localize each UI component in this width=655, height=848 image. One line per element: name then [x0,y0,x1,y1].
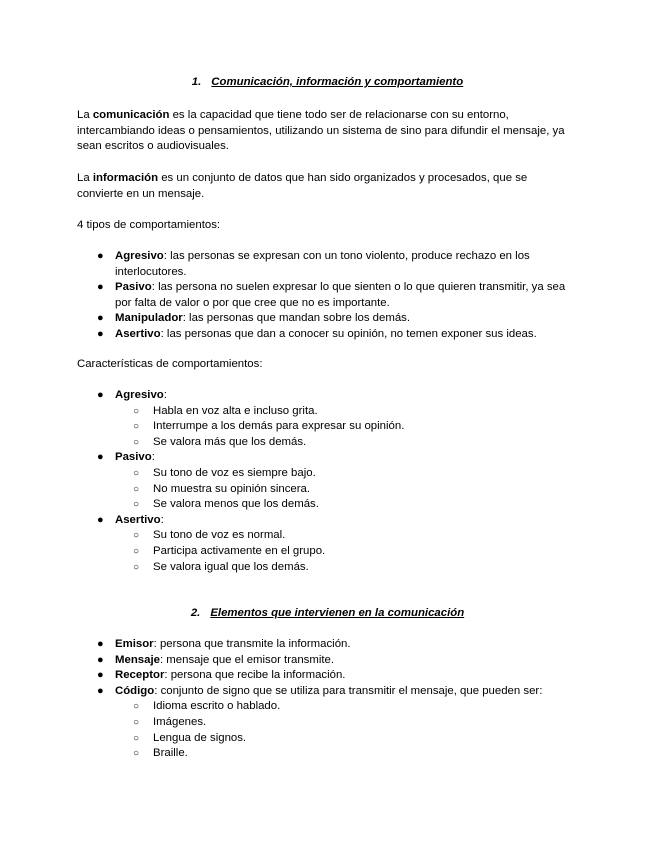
list-item-term: Pasivo [115,451,152,464]
sub-list-item-text: Lengua de signos. [153,731,247,744]
list-item-term: Receptor [115,669,165,682]
list-item [77,684,577,762]
sub-list [115,466,577,513]
bullet-icon: ● [97,250,104,262]
sub-list-item [115,715,577,731]
sub-list-item-text: Participa activamente en el grupo. [153,544,326,557]
section-2-heading [0,607,655,619]
list-item-text: : las persona no suelen expresar lo que sienten o lo que quieren transmitir, ya sea por falta de valor o por que cree que no es importante. [115,281,566,309]
paragraph-lead: La [77,109,93,121]
characteristics-list [77,388,577,575]
behavior-types-list [77,249,577,343]
list-item-text: : mensaje que el emisor transmite. [159,653,335,666]
list-item [77,637,577,653]
comunicacion-paragraph [77,108,577,155]
sub-list-item [115,731,577,747]
sub-list-item [115,435,577,451]
informacion-paragraph [77,171,547,202]
hollow-bullet-icon: ○ [133,561,140,573]
hollow-bullet-icon: ○ [133,732,140,744]
list-item-term: Pasivo [115,281,152,294]
list-item-term: Mensaje [115,653,160,666]
list-item-text: : persona que transmite la información. [153,638,351,650]
list-item-suffix: : [160,513,164,526]
list-item-term: Código [115,684,155,697]
list-item-term: Asertivo [115,513,161,526]
hollow-bullet-icon: ○ [133,436,140,448]
section-2-number: 2. [190,607,201,619]
list-item-text: : persona que recibe la información. [164,669,346,682]
list-item-text: : conjunto de signo que se utiliza para transmitir el mensaje, que pueden ser: [154,684,543,697]
hollow-bullet-icon: ○ [133,701,140,713]
list-item-term: Emisor [115,638,154,650]
characteristics-intro: Características de comportamientos: [77,358,263,370]
bullet-icon: ● [97,513,104,526]
hollow-bullet-icon: ○ [133,530,140,542]
sub-list-item-text: Se valora más que los demás. [153,435,307,448]
term-comunicacion: comunicación [92,109,170,121]
sub-list-item-text: Se valora menos que los demás. [153,498,319,511]
list-item [77,327,577,343]
sub-list-item [115,466,577,482]
list-item [77,513,577,575]
paragraph-lead: La [77,172,93,184]
hollow-bullet-icon: ○ [133,405,140,417]
sub-list-item [115,528,577,544]
list-item [77,249,577,280]
list-item-text: : las personas se expresan con un tono violento, produce rechazo en los interlocutores. [115,250,530,278]
list-item [77,450,577,512]
section-1-title: Comunicación, información y comportamiento [211,76,464,88]
sub-list-item-text: No muestra su opinión sincera. [153,482,311,495]
bullet-icon: ● [97,653,104,666]
sub-list [115,404,577,451]
bullet-icon: ● [97,638,104,650]
list-item-text: : las personas que mandan sobre los demás. [182,312,411,325]
bullet-icon: ● [97,669,104,682]
list-item [77,388,577,450]
hollow-bullet-icon: ○ [133,499,140,511]
sub-list-item-text: Interrumpe a los demás para expresar su opinión. [153,420,405,433]
sub-list-item-text: Idioma escrito o hablado. [153,700,281,713]
comunicacion-definition: es la capacidad que tiene todo ser de relacionarse con su entorno, intercambiando ideas o pensamientos, utilizando un sistema de sino para difundir el mensaje, ya sean escritos o audiovisuales. [77,109,565,153]
bullet-icon: ● [97,312,104,325]
types-intro: 4 tipos de comportamientos: [77,219,221,231]
bullet-icon: ● [97,389,104,401]
list-item [77,280,577,311]
list-item [77,311,577,327]
sub-list-item [115,404,577,420]
sub-list-item [115,497,577,513]
sub-list-item-text: Habla en voz alta e incluso grita. [153,404,318,417]
list-item-text: : las personas que dan a conocer su opinión, no temen exponer sus ideas. [160,327,537,340]
hollow-bullet-icon: ○ [133,545,140,557]
bullet-icon: ● [97,684,104,697]
hollow-bullet-icon: ○ [133,483,140,495]
hollow-bullet-icon: ○ [133,467,140,479]
list-item-suffix: : [163,389,167,401]
hollow-bullet-icon: ○ [133,421,140,433]
sub-list-item-text: Braille. [153,747,188,760]
sub-list-item [115,699,577,715]
hollow-bullet-icon: ○ [133,748,140,760]
sub-list [115,528,577,575]
sub-list-item-text: Su tono de voz es siempre bajo. [153,466,316,479]
list-item [77,668,577,684]
bullet-icon: ● [97,327,104,340]
section-2-title: Elementos que intervienen en la comunicación [210,607,465,619]
sub-list-item [115,419,577,435]
list-item [77,653,577,669]
sub-list-item [115,482,577,498]
bullet-icon: ● [97,281,104,294]
bullet-icon: ● [97,451,104,464]
sub-list-item-text: Imágenes. [153,715,207,728]
list-item-term: Asertivo [115,327,161,340]
list-item-term: Agresivo [115,389,164,401]
term-informacion: información [92,172,159,184]
section-1-number: 1. [191,76,202,88]
communication-elements-list [77,637,577,762]
sub-list-item-text: Se valora igual que los demás. [153,560,309,573]
list-item-term: Manipulador [115,312,183,325]
sub-list [115,699,577,761]
section-1-heading [0,76,655,88]
hollow-bullet-icon: ○ [133,716,140,728]
informacion-definition: es un conjunto de datos que han sido organizados y procesados, que se convierte en un mensaje. [77,172,528,200]
list-item-term: Agresivo [115,250,164,262]
sub-list-item [115,544,577,560]
sub-list-item [115,560,577,576]
sub-list-item [115,746,577,762]
sub-list-item-text: Su tono de voz es normal. [153,529,286,542]
list-item-suffix: : [151,451,155,464]
